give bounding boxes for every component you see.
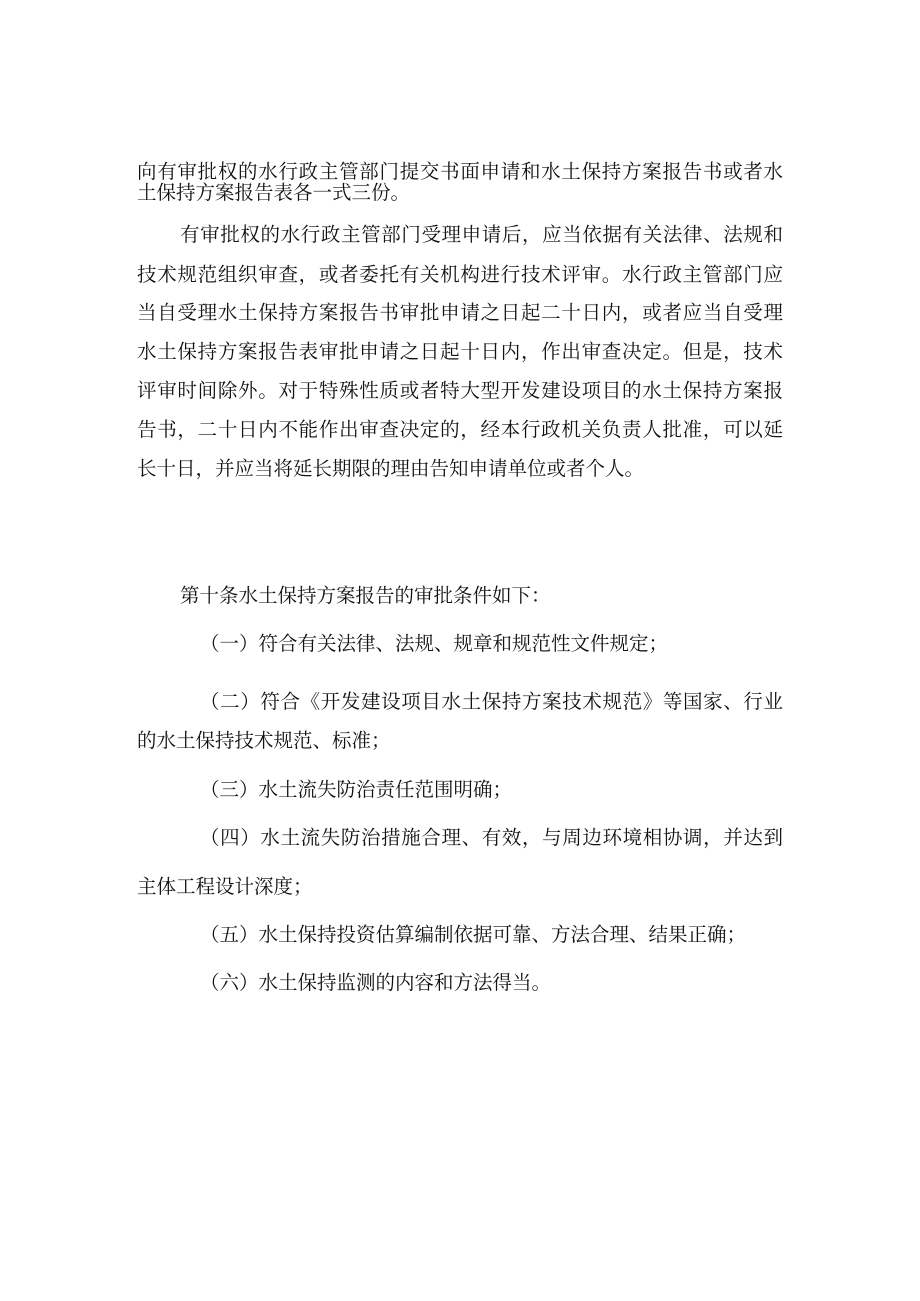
list-item-5: （五）水土保持投资估算编制依据可靠、方法合理、结果正确； <box>200 923 747 946</box>
text-line: 土保持方案报告表各一式三份。 <box>137 181 411 204</box>
text-line: 水土保持方案报告表审批申请之日起十日内，作出审查决定。但是，技术 <box>137 340 783 363</box>
list-item-1: （一）符合有关法律、法规、规章和规范性文件规定； <box>200 632 669 655</box>
list-item-6: （六）水土保持监测的内容和方法得当。 <box>200 971 552 994</box>
list-item-4: （四）水土流失防治措施合理、有效，与周边环境相协调，并达到 <box>200 826 783 849</box>
text-line: 技术规范组织审查，或者委托有关机构进行技术评审。水行政主管部门应 <box>137 263 783 286</box>
list-item-2-continued: 的水土保持技术规范、标准； <box>137 729 391 752</box>
list-item-3: （三）水土流失防治责任范围明确； <box>200 778 513 801</box>
paragraph-start-line: 有审批权的水行政主管部门受理申请后，应当依据有关法律、法规和 <box>180 223 783 246</box>
text-line: 向有审批权的水行政主管部门提交书面申请和水土保持方案报告书或者水 <box>137 160 783 183</box>
article-heading: 第十条水土保持方案报告的审批条件如下： <box>180 584 551 607</box>
text-line: 评审时间除外。对于特殊性质或者特大型开发建设项目的水土保持方案报 <box>137 379 783 402</box>
list-item-4-continued: 主体工程设计深度； <box>137 875 313 898</box>
text-line: 长十日，并应当将延长期限的理由告知申请单位或者个人。 <box>137 457 645 480</box>
text-line: 当自受理水土保持方案报告书审批申请之日起二十日内，或者应当自受理 <box>137 301 783 324</box>
list-item-2: （二）符合《开发建设项目水土保持方案技术规范》等国家、行业 <box>200 690 783 713</box>
text-line: 告书，二十日内不能作出审查决定的，经本行政机关负责人批准，可以延 <box>137 418 783 441</box>
